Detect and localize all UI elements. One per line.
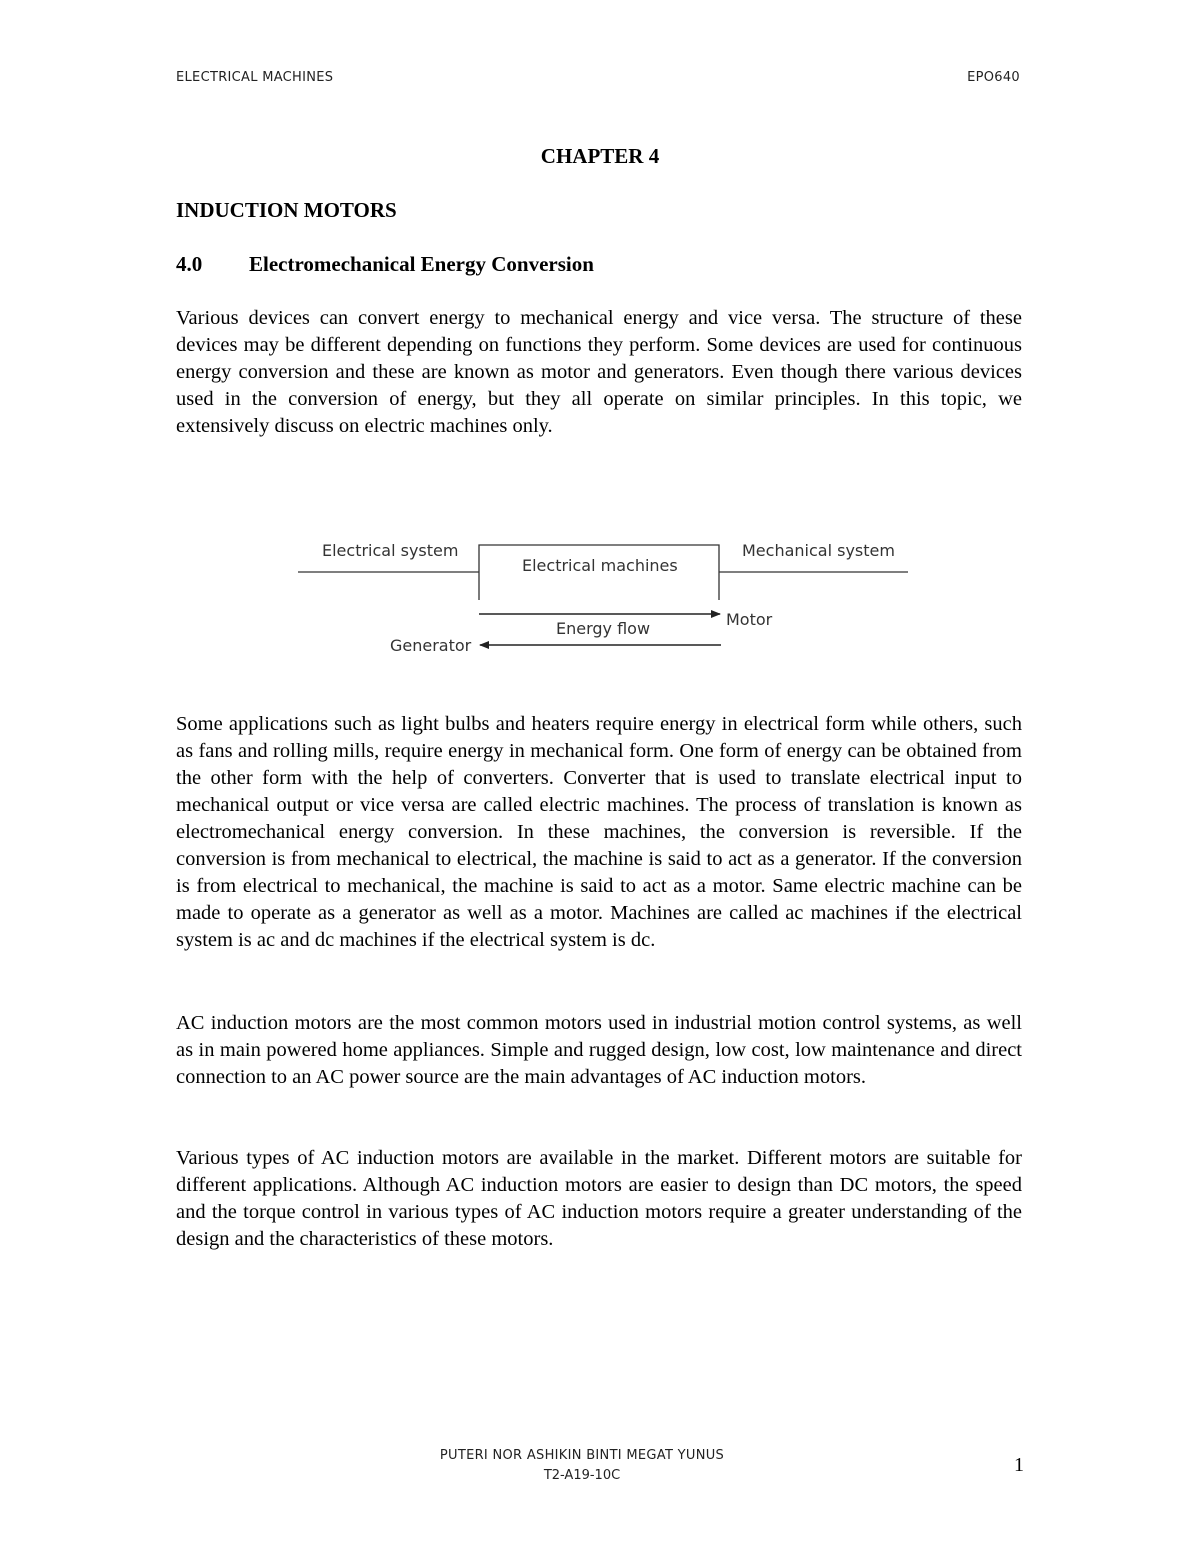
- generator-label: Generator: [390, 636, 472, 655]
- electrical-machines-label: Electrical machines: [522, 556, 678, 575]
- footer-author: PUTERI NOR ASHIKIN BINTI MEGAT YUNUS: [439, 1448, 725, 1463]
- paragraph-intro: Various devices can convert energy to mechanical energy and vice versa. The structure of these devices may be different depending on functions they perform. Some devices are used for continuous energy conversion and these are known as motor and generators. Even though there various devices used in the conversion of energy, but they all operate on similar principles. In this topic, we extensively discuss on electric machines only.: [176, 307, 1022, 437]
- chapter-heading: CHAPTER 4: [540, 144, 660, 168]
- section-heading: [176, 252, 594, 277]
- paragraph-applications: Some applications such as light bulbs and heaters require energy in electrical form while others, such as fans and rolling mills, require energy in mechanical form. One form of energy can be obtained from the other form with the help of converters. Converter that is used to translate electrical input to mechanical output or vice versa are called electric machines. The process of translation is known as electromechanical energy conversion. In these machines, the conversion is reversible. If the conversion is from mechanical to electrical, the machine is said to act as a generator. If the conversion is from electrical to mechanical, the machine is said to act as a motor. Same electric machine can be made to operate as a generator as well as a motor. Machines are called ac machines if the electrical system is ac and dc machines if the electrical system is dc.: [176, 713, 1022, 951]
- header-course-code: EPO640: [967, 70, 1020, 85]
- mechanical-system-label: Mechanical system: [742, 541, 895, 560]
- section-number: 4.0: [176, 252, 203, 276]
- paragraph-motor-types: Various types of AC induction motors are available in the market. Different motors are suitable for different applications. Although AC induction motors are easier to design than DC motors, the speed and the torque control in various types of AC induction motors require a greater understanding of the design and the characteristics of these motors.: [176, 1147, 1022, 1250]
- energy-flow-label: Energy flow: [556, 619, 651, 638]
- paragraph-ac-motors: AC induction motors are the most common motors used in industrial motion control systems, as well as in main powered home appliances. Simple and rugged design, low cost, low maintenance and direct connection to an AC power source are the main advantages of AC induction motors.: [176, 1012, 1022, 1088]
- chapter-title: INDUCTION MOTORS: [176, 198, 397, 222]
- footer-code: T2-A19-10C: [543, 1468, 621, 1483]
- section-title: Electromechanical Energy Conversion: [249, 252, 594, 276]
- header-course-title: ELECTRICAL MACHINES: [176, 70, 334, 85]
- electrical-system-label: Electrical system: [322, 541, 459, 560]
- motor-label: Motor: [726, 610, 773, 629]
- page-number: 1: [1014, 1454, 1024, 1476]
- energy-conversion-diagram: [290, 530, 920, 660]
